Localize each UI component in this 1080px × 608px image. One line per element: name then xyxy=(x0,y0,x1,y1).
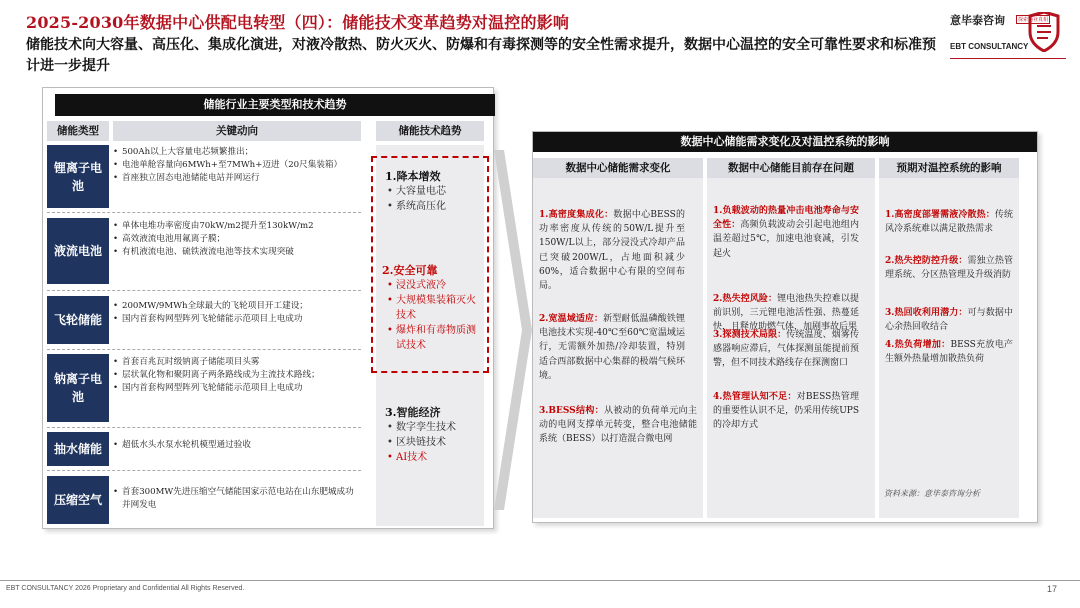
list-item: • 有机液流电池、硫铁液流电池等技术实现突破 xyxy=(113,246,361,259)
type-sodium-ion: 钠离子电池 xyxy=(47,354,109,422)
list-item: • 大规模集装箱灭火技术 xyxy=(387,293,485,323)
trend-title-smart: 3.智能经济 xyxy=(385,406,441,419)
list-item: • 系统高压化 xyxy=(387,199,479,214)
list-item: • 大容量电芯 xyxy=(387,184,479,199)
issue-item-load xyxy=(713,204,859,261)
item-text: 传统风冷系统难以满足散热需求 xyxy=(885,210,1013,235)
item-text: 从被动的负荷单元向主动的电网支撑单元转变，整合电池储能系统（BESS）以打造混合微电网 xyxy=(539,406,697,445)
demand-item-bess xyxy=(539,404,697,447)
impact-item-fire-control xyxy=(885,254,1013,282)
page-number: 17 xyxy=(1047,584,1058,594)
item-heading: 3.BESS结构： xyxy=(539,406,604,416)
storage-types-panel xyxy=(42,87,494,529)
col-head-dynamics: 关键动向 xyxy=(113,121,361,141)
flow-arrow-icon xyxy=(494,150,532,510)
page-footer xyxy=(0,580,1080,608)
logo-underline xyxy=(950,58,1066,59)
item-heading: 1.高密度部署需液冷散热： xyxy=(885,210,995,220)
item-text: 新型耐低温磷酸铁锂电池技术实现-40℃至60℃宽温域运行，无需额外加热/冷却装置，特别适合西部数据中心集群的极端气候环境。 xyxy=(539,314,685,381)
type-lithium-ion: 锂离子电池 xyxy=(47,145,109,208)
col-head-issues: 数据中心储能目前存在问题 xyxy=(707,158,875,178)
item-text: 高频负载波动会引起电池组内温差超过5℃，加速电池衰减，引发起火 xyxy=(713,220,859,259)
list-item: • 浸没式液冷 xyxy=(387,278,485,293)
trend-title-cost: 1.降本增效 xyxy=(385,170,441,183)
type-flywheel: 飞轮储能 xyxy=(47,296,109,344)
dynamics-list-sodium xyxy=(113,356,361,395)
dynamics-list-compressed xyxy=(113,486,361,512)
col-head-trend: 储能技术趋势 xyxy=(376,121,484,141)
list-item: • 首套300MW先进压缩空气储能国家示范电站在山东肥城成功并网发电 xyxy=(113,486,361,512)
list-item: • 国内首套构网型阵列飞轮储能示范项目上电成功 xyxy=(113,382,361,395)
logo-tagline: 探索商业真相 xyxy=(1018,17,1049,23)
item-text: 可与数据中心余热回收结合 xyxy=(885,308,1013,333)
col-head-demand: 数据中心储能需求变化 xyxy=(533,158,703,178)
list-item: • 首套百兆瓦时级钠离子储能项目头雾 xyxy=(113,356,361,369)
impact-item-liquid-cooling xyxy=(885,208,1013,236)
item-heading: 2.宽温域适应： xyxy=(539,314,604,324)
shield-logo-icon xyxy=(1026,12,1062,52)
list-item: • 首座独立固态电池储能电站并网运行 xyxy=(113,172,361,185)
item-text: 锂电池热失控难以提前识别，三元锂电池活性强、热蔓延快，且释放助燃气体，加剧事故后果 xyxy=(713,294,859,333)
list-item: • 超低水头水泵水轮机模型通过验收 xyxy=(113,439,361,452)
list-item: • 200MW/9MWh全球最大的飞轮项目开工建设； xyxy=(113,300,361,313)
col-head-impact: 预期对温控系统的影响 xyxy=(879,158,1019,178)
col-head-type: 储能类型 xyxy=(47,121,109,141)
list-item: • 高效液流电池用氟离子膜； xyxy=(113,233,361,246)
type-flow-battery: 液流电池 xyxy=(47,218,109,284)
logo-en-text: EBT CONSULTANCY xyxy=(950,42,1029,51)
item-heading: 4.热管理认知不足： xyxy=(713,392,797,402)
list-item: • AI技术 xyxy=(387,450,479,465)
dynamics-list-flow xyxy=(113,220,361,259)
trend-list-cost xyxy=(387,184,479,214)
item-text: 传统温度、烟雾传感器响应滞后，气体探测虽能提前预警，但不同技术路线存在探测窗口 xyxy=(713,330,859,369)
trend-list-smart xyxy=(387,420,479,465)
item-heading: 1.高密度集成化： xyxy=(539,210,614,220)
row-divider xyxy=(47,470,361,471)
item-heading: 2.热失控风险： xyxy=(713,294,778,304)
row-divider xyxy=(47,212,361,213)
source-note: 资料来源：意毕泰咨询分析 xyxy=(884,489,980,498)
dynamics-list-flywheel xyxy=(113,300,361,326)
row-divider xyxy=(47,290,361,291)
dynamics-list-lithium xyxy=(113,146,361,185)
footer-divider xyxy=(0,580,1080,581)
list-item: • 区块链技术 xyxy=(387,435,479,450)
type-pumped-hydro: 抽水储能 xyxy=(47,432,109,466)
list-item: • 电池单舱容量向6MWh+至7MWh+迈进（20尺集装箱） xyxy=(113,159,361,172)
item-text: 对BESS热管理的重要性认识不足，仍采用传统UPS的冷却方式 xyxy=(713,392,859,431)
item-heading: 4.热负荷增加： xyxy=(885,340,951,350)
item-text: 数据中心BESS的功率密度从传统的50W/L提升至150W/L以上，部分浸没式冷却产品已突破200W/L，占地面积减少60%，适合数据中心有限的空间布局。 xyxy=(539,210,685,292)
row-divider xyxy=(47,349,361,350)
row-divider xyxy=(47,427,361,428)
item-heading: 3.热回收利用潜力： xyxy=(885,308,968,318)
item-heading: 3.探测技术局限： xyxy=(713,330,787,340)
demand-item-temperature xyxy=(539,312,685,383)
list-item: • 500Ah以上大容量电芯频繁推出； xyxy=(113,146,361,159)
right-panel-heading: 数据中心储能需求变化及对温控系统的影响 xyxy=(533,132,1037,152)
list-item: • 爆炸和有毒物质测试技术 xyxy=(387,323,485,353)
left-panel-heading: 储能行业主要类型和技术趋势 xyxy=(55,94,495,116)
item-text: 需独立热管理系统、分区热管理及升级消防 xyxy=(885,256,1013,281)
list-item: • 单体电堆功率密度由70kW/m2提升至130kW/m2 xyxy=(113,220,361,233)
item-text: BESS充放电产生额外热量增加散热负荷 xyxy=(885,340,1014,365)
footer-copyright: EBT CONSULTANCY 2026 Proprietary and Confidential All Rights Reserved. xyxy=(6,585,245,592)
type-compressed-air: 压缩空气 xyxy=(47,476,109,524)
impact-item-heat-load xyxy=(885,338,1013,366)
dynamics-list-pumped xyxy=(113,439,361,452)
issue-item-awareness xyxy=(713,390,859,433)
logo-cn-text: 意毕泰咨询 xyxy=(950,14,1005,27)
page-subtitle: 储能技术向大容量、高压化、集成化演进，对液冷散热、防火灭火、防爆和有毒探测等的安全性需求提升，数据中心温控的安全可靠性要求和标准预计进一步提升 xyxy=(26,37,936,74)
trend-list-safety xyxy=(387,278,485,353)
demand-item-density xyxy=(539,208,685,293)
list-item: • 层状氧化物和聚阴离子两条路线成为主流技术路线； xyxy=(113,369,361,382)
page-title: 2025-2030年数据中心供配电转型（四）：储能技术变革趋势对温控的影响 xyxy=(26,13,570,32)
item-heading: 2.热失控防控升级： xyxy=(885,256,968,266)
trend-title-safety: 2.安全可靠 xyxy=(382,264,438,277)
impact-panel xyxy=(532,131,1038,523)
list-item: • 数字孪生技术 xyxy=(387,420,479,435)
company-logo xyxy=(950,12,1068,74)
list-item: • 国内首套构网型阵列飞轮储能示范项目上电成功 xyxy=(113,313,361,326)
impact-item-heat-recovery xyxy=(885,306,1013,334)
issue-item-detection xyxy=(713,328,859,371)
item-heading: 1.负载波动的热量冲击电池寿命与安全性： xyxy=(713,206,859,231)
